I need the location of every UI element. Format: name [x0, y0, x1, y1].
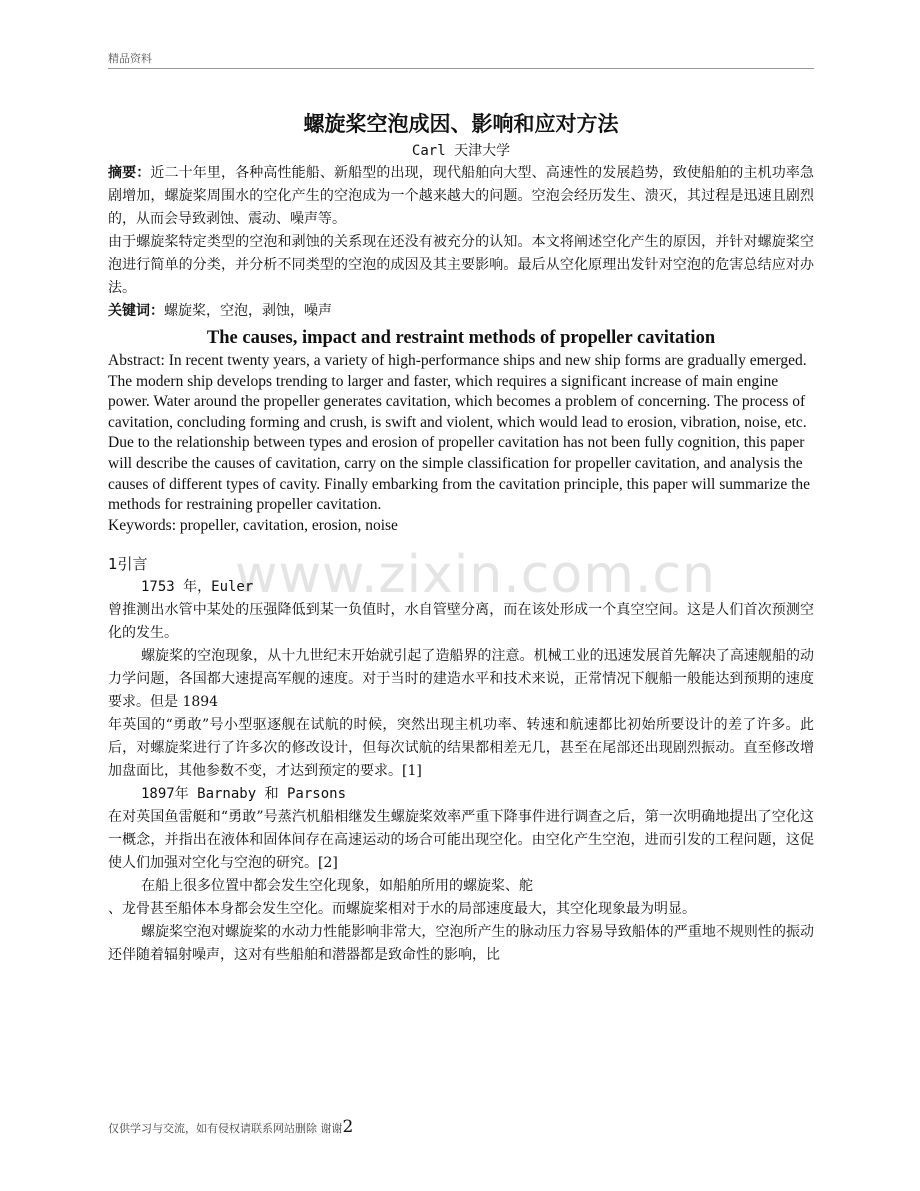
section-heading-intro: 1引言 — [108, 555, 148, 574]
document-title: 螺旋桨空泡成因、影响和应对方法 — [303, 112, 619, 136]
document-body — [108, 108, 814, 967]
abstract-en: Abstract: In recent twenty years, a variety of high-performance ships and new ship forms are gradually emerged. The modern ship develops trending to larger and faster, which requires a significant increase of main engine power. Water around the propeller generates cavitation, which becomes a problem of concerning. The process of cavitation, concluding forming and crush, is swift and violent, which would lead to erosion, vibration, noise, etc. Due to the relationship between types and erosion of propeller cavitation has not been fully cognition, this paper will describe the causes of cavitation, carry on the simple classification for propeller cavitation, and analysis the causes of different types of cavity. Finally embarking from the cavitation principle, this paper will summarize the methods for restraining propeller cavitation. — [108, 352, 811, 514]
abstract-cn-text: 近二十年里，各种高性能船、新船型的出现，现代船舶向大型、高速性的发展趋势，致使船舶的主机功率急剧增加，螺旋桨周围水的空化产生的空泡成为一个越来越大的问题。空泡会经历发生、溃灭，其过程是迅速且剧烈的，从而会导致剥蚀、震动、噪声等。 — [108, 165, 815, 227]
page-number: 2 — [342, 1117, 354, 1137]
intro-p1-lead: 1753 年，Euler — [141, 579, 254, 596]
watermark: www.zixin.com.cn — [235, 545, 716, 605]
footer-text: 仅供学习与交流，如有侵权请联系网站删除 谢谢 — [108, 1122, 343, 1135]
intro-p2-lead: 螺旋桨的空泡现象，从十九世纪末开始就引起了造船界的注意。机械工业的迅速发展首先解决了高速舰船的动力学问题，各国都大速提高军舰的速度。对于当时的建造水平和技术来说，正常情况下舰船一般能达到预期的速度要求。但是 1894 — [108, 648, 814, 711]
page-header: 精品资料 — [108, 52, 152, 65]
english-title: The causes, impact and restraint methods of propeller cavitation — [206, 328, 716, 348]
page-footer — [108, 1117, 353, 1137]
author-line: Carl 天津大学 — [411, 143, 511, 159]
keywords-cn — [108, 300, 814, 323]
header-rule — [108, 68, 814, 69]
intro-p1-body: 曾推测出水管中某处的压强降低到某一负值时，水自管壁分离，而在该处形成一个真空空间。这是人们首次预测空化的发生。 — [108, 602, 814, 642]
intro-p3-lead: 1897年 Barnaby 和 Parsons — [141, 786, 347, 803]
intro-p4-lead: 在船上很多位置中都会发生空化现象，如船舶所用的螺旋桨、舵 — [141, 878, 533, 895]
abstract-cn-para2: 由于螺旋桨特定类型的空泡和剥蚀的关系现在还没有被充分的认知。本文将阐述空化产生的原因，并针对螺旋桨空泡进行简单的分类，并分析不同类型的空泡的成因及其主要影响。最后从空化原理出发针对空泡的危害总结应对办法。 — [108, 234, 814, 296]
intro-p4-body: 、龙骨甚至船体本身都会发生空化。而螺旋桨相对于水的局部速度最大，其空化现象最为明显。 — [108, 901, 696, 918]
intro-p3-body: 在对英国鱼雷艇和“勇敢”号蒸汽机船相继发生螺旋桨效率严重下降事件进行调查之后，第一次明确地提出了空化这一概念，并指出在液体和固体间存在高速运动的场合可能出现空化。由空化产生空泡，进而引发的工程问题，这促使人们加强对空化与空泡的研究。[2] — [108, 809, 814, 872]
abstract-cn-label: 摘要： — [108, 165, 151, 181]
keywords-en: Keywords: propeller, cavitation, erosion, noise — [108, 516, 398, 534]
intro-p5: 螺旋桨空泡对螺旋桨的水动力性能影响非常大，空泡所产生的脉动压力容易导致船体的严重地不规则性的振动还伴随着辐射噪声，这对有些船舶和潜器都是致命性的影响，比 — [108, 924, 814, 964]
keywords-cn-label: 关键词： — [108, 303, 164, 319]
abstract-cn — [108, 162, 814, 231]
keywords-cn-text: 螺旋桨，空泡，剥蚀，噪声 — [164, 303, 332, 319]
intro-p2-body: 年英国的“勇敢”号小型驱逐舰在试航的时候，突然出现主机功率、转速和航速都比初始所要设计的差了许多。此后，对螺旋桨进行了许多次的修改设计，但每次试航的结果都相差无几，甚至在尾部还出现剧烈振动。直至修改增加盘面比，其他参数不变，才达到预定的要求。[1] — [108, 717, 814, 780]
